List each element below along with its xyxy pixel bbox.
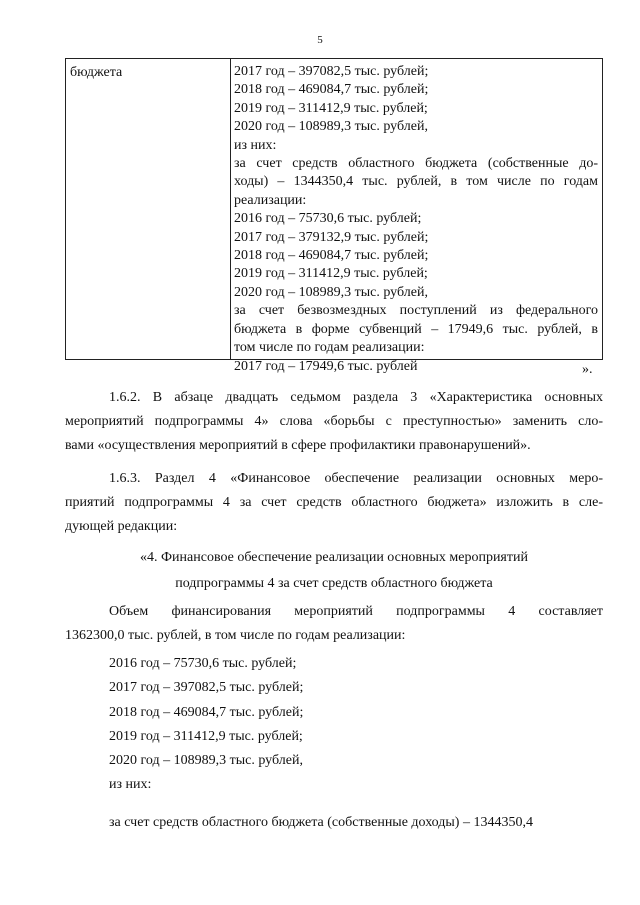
table-line: 2016 год – 75730,6 тыс. рублей;: [234, 211, 422, 227]
list-item: 2018 год – 469084,7 тыс. рублей;: [109, 704, 304, 720]
table-line: 2020 год – 108989,3 тыс. рублей,: [234, 119, 428, 135]
page-number: 5: [317, 34, 323, 46]
paragraph-1-6-3: [65, 467, 603, 539]
table-left-cell: бюджета: [66, 59, 231, 359]
paragraph-line: за счет средств областного бюджета (собственные доходы) – 1344350,4: [109, 815, 533, 830]
paragraph-line: 1.6.2. В абзаце двадцать седьмом раздела 3 «Характеристика основных: [109, 390, 603, 405]
budget-table: [65, 58, 603, 374]
paragraph-volume: [65, 600, 603, 648]
list-item: из них:: [109, 777, 152, 793]
table-line: ходы) – 1344350,4 тыс. рублей, в том числе по годам: [234, 174, 598, 190]
paragraph-line: мероприятий подпрограммы 4» слова «борьбы с преступностью» заменить сло-: [65, 414, 603, 429]
heading-line: подпрограммы 4 за счет средств областного бюджета: [175, 576, 493, 591]
table-right-cell: [231, 59, 602, 374]
list-item: 2016 год – 75730,6 тыс. рублей;: [109, 656, 297, 671]
table-line: 2017 год – 17949,6 тыс. рублей: [234, 358, 418, 374]
section-heading: [65, 545, 603, 597]
list-item: 2019 год – 311412,9 тыс. рублей;: [109, 728, 303, 744]
table-line: 2017 год – 397082,5 тыс. рублей;: [234, 64, 429, 79]
paragraph-line: вами «осуществления мероприятий в сфере профилактики правонарушений».: [65, 438, 531, 453]
table-line: 2020 год – 108989,3 тыс. рублей,: [234, 284, 428, 300]
list-item: 2020 год – 108989,3 тыс. рублей,: [109, 753, 303, 769]
table-line: за счет средств областного бюджета (собственные до-: [234, 156, 598, 172]
table-line: за счет безвозмездных поступлений из федерального: [234, 303, 598, 319]
table-line: 2019 год – 311412,9 тыс. рублей;: [234, 100, 428, 116]
year-list: [109, 652, 303, 798]
paragraph-line: Объем финансирования мероприятий подпрограммы 4 составляет: [109, 604, 603, 619]
paragraph-line: 1362300,0 тыс. рублей, в том числе по годам реализации:: [65, 628, 406, 643]
table-line: реализации:: [234, 192, 307, 208]
paragraph-1-6-2: [65, 386, 603, 458]
paragraph-line: дующей редакции:: [65, 519, 178, 534]
list-item: 2017 год – 397082,5 тыс. рублей;: [109, 680, 304, 696]
table-line: 2018 год – 469084,7 тыс. рублей;: [234, 248, 429, 264]
paragraph-line: 1.6.3. Раздел 4 «Финансовое обеспечение реализации основных меро-: [109, 471, 603, 486]
table-line: 2018 год – 469084,7 тыс. рублей;: [234, 82, 429, 98]
table-line: том числе по годам реализации:: [234, 340, 425, 356]
paragraph-line: приятий подпрограммы 4 за счет средств областного бюджета» изложить в сле-: [65, 495, 603, 510]
table-line: бюджета в форме субвенций – 17949,6 тыс. рублей, в: [234, 321, 598, 337]
heading-line: «4. Финансовое обеспечение реализации основных мероприятий: [140, 550, 528, 565]
closing-quote: ».: [582, 362, 593, 377]
table-line: 2017 год – 379132,9 тыс. рублей;: [234, 229, 429, 245]
table-line: из них:: [234, 137, 277, 153]
table-line: 2019 год – 311412,9 тыс. рублей;: [234, 266, 428, 282]
